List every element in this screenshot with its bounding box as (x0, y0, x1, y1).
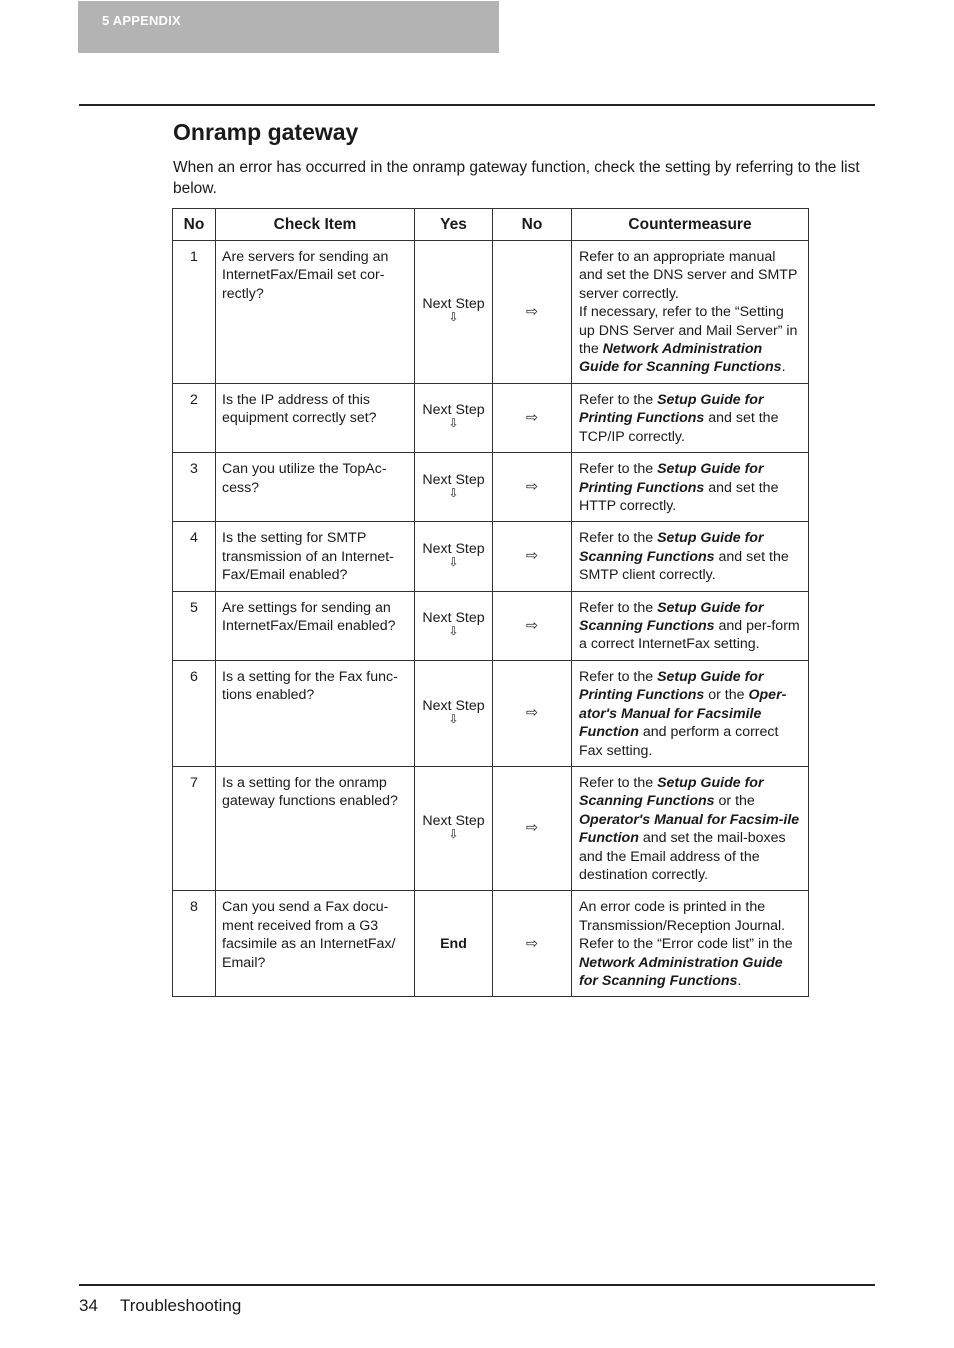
next-step (422, 699, 484, 725)
countermeasure-segment: . (737, 972, 742, 989)
countermeasure-text (572, 891, 809, 997)
row-number: 7 (173, 766, 216, 890)
table-row (173, 660, 809, 766)
right-arrow-icon: ⇨ (526, 935, 538, 952)
next-step-label: Next Step (422, 697, 485, 714)
yes-result (415, 891, 493, 997)
row-number: 1 (173, 241, 216, 384)
table-row (173, 384, 809, 453)
right-arrow-icon: ⇨ (526, 820, 538, 837)
check-item-text: Are settings for sending an InternetFax/Email enabled? (216, 591, 415, 660)
countermeasure-text (572, 384, 809, 453)
check-item-text: Is a setting for the onramp gateway functions enabled? (216, 766, 415, 890)
row-number: 2 (173, 384, 216, 453)
countermeasure-segment: . (781, 359, 786, 376)
row-number: 5 (173, 591, 216, 660)
yes-result (415, 766, 493, 890)
right-arrow-icon: ⇨ (526, 479, 538, 496)
no-result (493, 660, 572, 766)
right-arrow-icon: ⇨ (526, 617, 538, 634)
table-body (173, 241, 809, 997)
down-arrow-icon: ⇩ (448, 711, 459, 726)
footer-section-title: Troubleshooting (120, 1296, 242, 1315)
check-item-text: Is the IP address of this equipment correctly set? (216, 384, 415, 453)
no-result (493, 241, 572, 384)
next-step-label: Next Step (422, 812, 485, 829)
countermeasure-text (572, 766, 809, 890)
table-row (173, 891, 809, 997)
next-step-label: Next Step (422, 610, 485, 627)
countermeasure-segment: Refer to an appropriate manual and set the DNS server and SMTP server correctly. (579, 249, 798, 302)
manual-reference: Setup Guide for Scanning Functions (579, 774, 764, 810)
yes-result (415, 241, 493, 384)
check-item-text: Are servers for sending an InternetFax/Email set cor-rectly? (216, 241, 415, 384)
countermeasure-segment: and set the TCP/IP correctly. (579, 410, 779, 445)
row-number: 6 (173, 660, 216, 766)
countermeasure-segment: and perform a correct Fax setting. (579, 724, 779, 759)
next-step (422, 611, 484, 637)
check-item-text: Is the setting for SMTP transmission of an Internet-Fax/Email enabled? (216, 522, 415, 591)
no-result (493, 453, 572, 522)
check-item-text: Can you send a Fax docu-ment received from a G3 facsimile as an InternetFax/ Email? (216, 891, 415, 997)
table-row (173, 453, 809, 522)
right-arrow-icon: ⇨ (526, 548, 538, 565)
no-result (493, 384, 572, 453)
countermeasure-text (572, 522, 809, 591)
countermeasure-text (572, 241, 809, 384)
row-number: 3 (173, 453, 216, 522)
countermeasure-segment: Refer to the (579, 392, 658, 408)
right-arrow-icon: ⇨ (526, 705, 538, 722)
manual-reference: Setup Guide for Scanning Functions (579, 599, 764, 635)
yes-result (415, 591, 493, 660)
down-arrow-icon: ⇩ (448, 554, 459, 569)
countermeasure-text (572, 660, 809, 766)
next-step (422, 403, 484, 429)
next-step-label: Next Step (422, 296, 485, 313)
countermeasure-segment: Refer to the “Error code list” in the (579, 936, 793, 953)
countermeasure-segment: and set the mail-boxes and the Email address of the destination correctly. (579, 830, 786, 883)
countermeasure-segment: Refer to the (579, 530, 658, 547)
header-no: No (173, 209, 216, 241)
table-header-row (173, 209, 809, 241)
row-number: 8 (173, 891, 216, 997)
top-rule (79, 104, 875, 106)
end-label: End (440, 935, 467, 952)
right-arrow-icon: ⇨ (526, 409, 538, 426)
next-step-label: Next Step (422, 402, 485, 419)
table-row (173, 766, 809, 890)
manual-reference: Operator's Manual for Facsim-ile Function (579, 811, 800, 847)
countermeasure-text (572, 591, 809, 660)
next-step (422, 297, 484, 323)
yes-result (415, 660, 493, 766)
check-item-text: Is a setting for the Fax func-tions enabled? (216, 660, 415, 766)
check-table (172, 208, 809, 997)
manual-reference: Setup Guide for Printing Functions (579, 392, 764, 427)
footer-page-number: 34 (79, 1296, 98, 1315)
manual-reference: Oper-ator's Manual for Facsimile Function (579, 687, 787, 741)
intro-text: When an error has occurred in the onramp gateway function, check the setting by referring to the list below. (173, 159, 860, 197)
manual-reference: Setup Guide for Printing Functions (579, 461, 764, 496)
header-countermeasure: Countermeasure (572, 209, 809, 241)
countermeasure-segment: Refer to the (579, 668, 658, 685)
countermeasure-segment: An error code is printed in the Transmission/Reception Journal. (579, 899, 786, 934)
chapter-header-tab (78, 1, 499, 53)
countermeasure-segment: Refer to the (579, 461, 658, 478)
down-arrow-icon: ⇩ (448, 310, 459, 325)
next-step-label: Next Step (422, 540, 485, 557)
next-step (422, 542, 484, 568)
down-arrow-icon: ⇩ (448, 485, 459, 500)
countermeasure-segment: and set the HTTP correctly. (579, 479, 779, 515)
no-result (493, 766, 572, 890)
check-item-text: Can you utilize the TopAc-cess? (216, 453, 415, 522)
header-check-item: Check Item (216, 209, 415, 241)
yes-result (415, 522, 493, 591)
countermeasure-segment: or the (704, 687, 749, 704)
manual-reference: Setup Guide for Scanning Functions (579, 530, 764, 565)
down-arrow-icon: ⇩ (448, 826, 459, 841)
bottom-rule (79, 1284, 875, 1286)
countermeasure-segment: If necessary, refer to the “Setting up DNS Server and Mail Server” in the (579, 304, 798, 358)
header-no-result: No (493, 209, 572, 241)
countermeasure-segment: Refer to the (579, 599, 658, 616)
countermeasure-segment: and set the SMTP client correctly. (579, 548, 789, 584)
yes-result (415, 453, 493, 522)
chapter-label: 5 APPENDIX (102, 13, 181, 28)
yes-result (415, 384, 493, 453)
page-title: Onramp gateway (173, 119, 359, 145)
countermeasure-segment: and per-form a correct InternetFax setting. (579, 618, 800, 653)
manual-reference: Setup Guide for Printing Functions (579, 668, 764, 704)
next-step (422, 814, 484, 840)
table-row (173, 591, 809, 660)
manual-reference: Network Administration Guide for Scanning Functions (579, 341, 782, 376)
down-arrow-icon: ⇩ (448, 624, 459, 639)
no-result (493, 591, 572, 660)
countermeasure-segment: Refer to the (579, 774, 658, 791)
next-step-label: Next Step (422, 471, 485, 488)
table-row (173, 522, 809, 591)
right-arrow-icon: ⇨ (526, 303, 538, 320)
countermeasure-segment: or the (714, 793, 755, 810)
no-result (493, 522, 572, 591)
countermeasure-text (572, 453, 809, 522)
next-step (422, 473, 484, 499)
no-result (493, 891, 572, 997)
down-arrow-icon: ⇩ (448, 416, 459, 431)
header-yes: Yes (415, 209, 493, 241)
manual-reference: Network Administration Guide for Scanning Functions (579, 954, 783, 989)
table-row (173, 241, 809, 384)
row-number: 4 (173, 522, 216, 591)
